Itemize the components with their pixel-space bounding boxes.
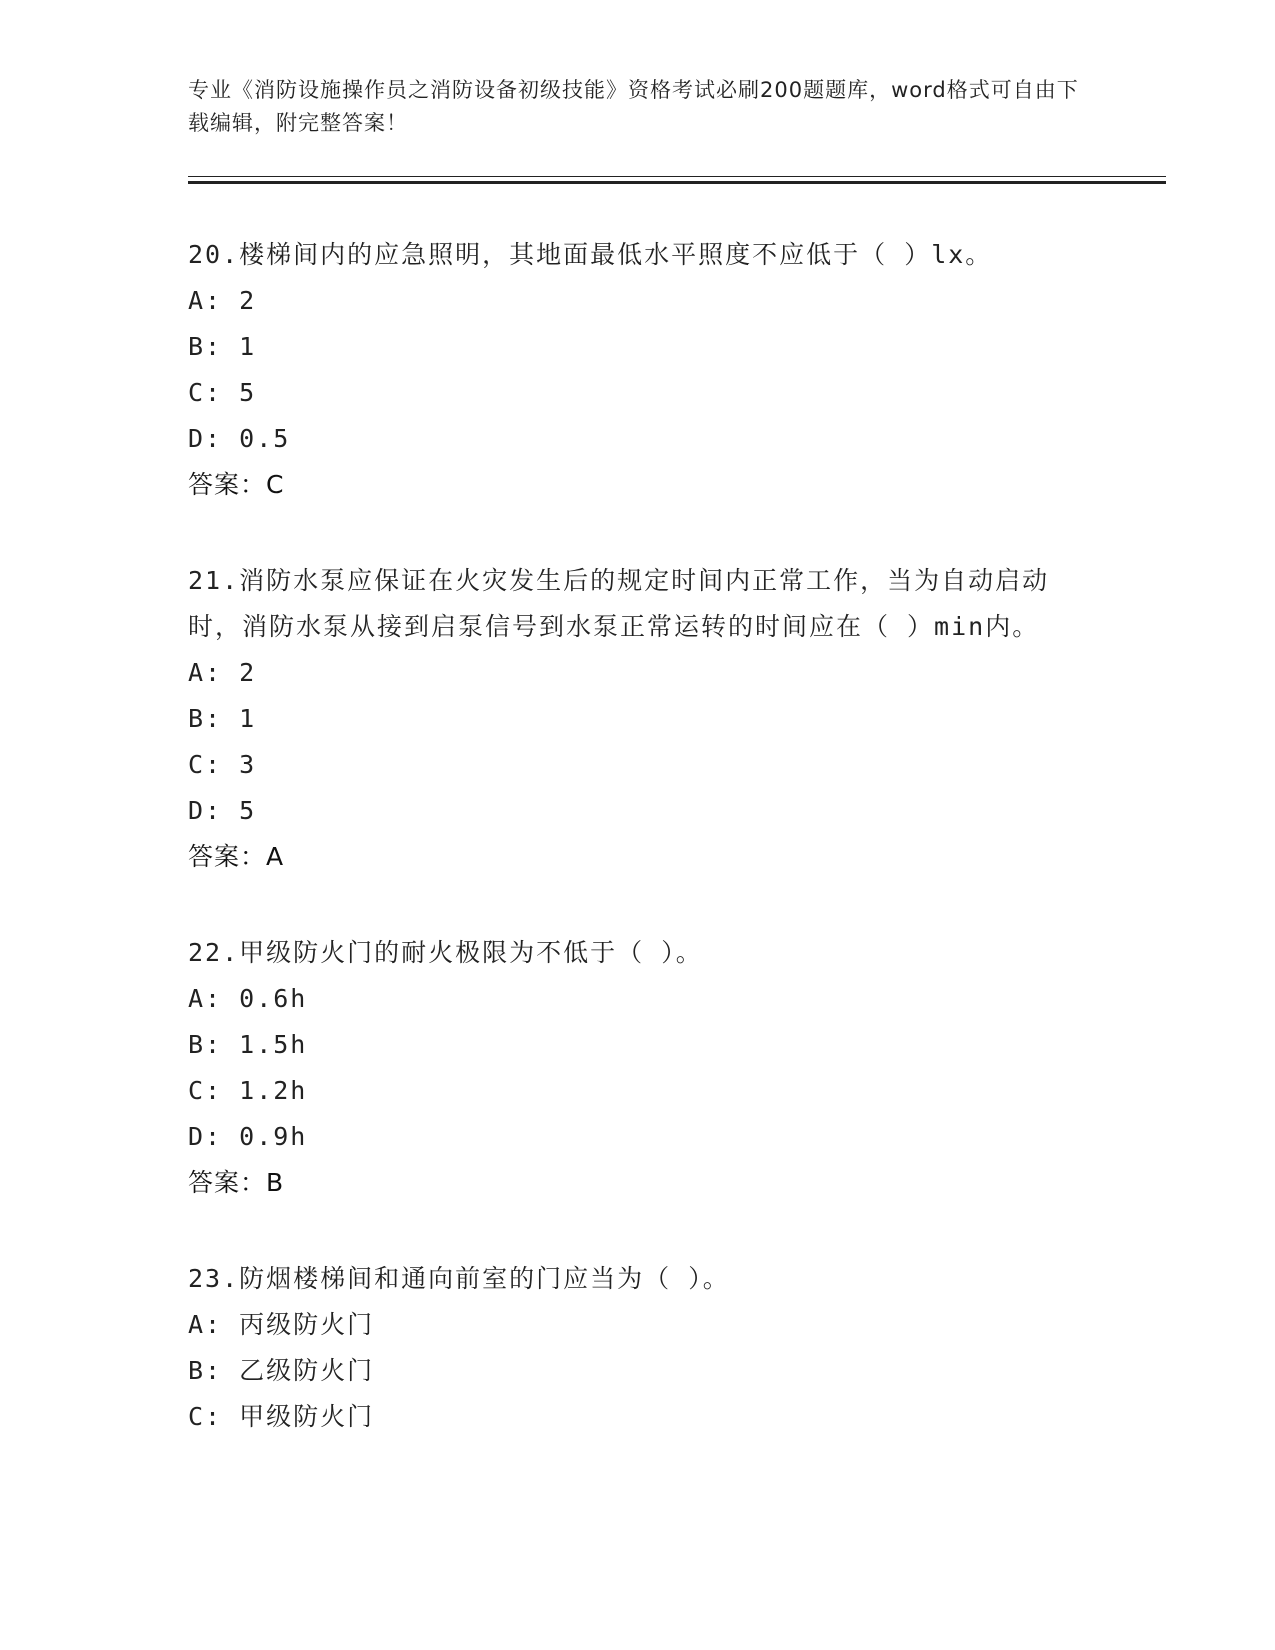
answer-line: 答案：B <box>188 1168 285 1197</box>
question-21 <box>188 558 1088 880</box>
question-stem: 22.甲级防火门的耐火极限为不低于（ ）。 <box>188 938 703 967</box>
question-stem: 21.消防水泵应保证在火灾发生后的规定时间内正常工作，当为自动启动时，消防水泵从接到启泵信号到水泵正常运转的时间应在（ ）min内。 <box>188 566 1050 641</box>
option-a: A: 丙级防火门 <box>188 1310 375 1339</box>
question-list <box>188 232 1088 1490</box>
option-c: C: 甲级防火门 <box>188 1402 375 1431</box>
option-b: B: 1.5h <box>188 1030 308 1059</box>
option-b: B: 乙级防火门 <box>188 1356 375 1385</box>
option-a: A: 0.6h <box>188 984 308 1013</box>
option-a: A: 2 <box>188 658 257 687</box>
option-b: B: 1 <box>188 704 257 733</box>
question-stem: 20.楼梯间内的应急照明，其地面最低水平照度不应低于（ ）lx。 <box>188 240 993 269</box>
option-a: A: 2 <box>188 286 257 315</box>
question-stem: 23.防烟楼梯间和通向前室的门应当为（ ）。 <box>188 1264 730 1293</box>
option-c: C: 1.2h <box>188 1076 308 1105</box>
option-b: B: 1 <box>188 332 257 361</box>
option-d: D: 0.5 <box>188 424 291 453</box>
option-c: C: 3 <box>188 750 257 779</box>
header-divider-thin <box>188 176 1166 177</box>
option-d: D: 0.9h <box>188 1122 308 1151</box>
question-22 <box>188 930 1088 1206</box>
document-header: 专业《消防设施操作员之消防设备初级技能》资格考试必刷200题题库，word格式可自由下载编辑，附完整答案！ <box>188 78 1079 135</box>
option-c: C: 5 <box>188 378 257 407</box>
header-divider-thick <box>188 181 1166 184</box>
answer-line: 答案：C <box>188 470 285 499</box>
answer-line: 答案：A <box>188 842 285 871</box>
question-20 <box>188 232 1088 508</box>
option-d: D: 5 <box>188 796 257 825</box>
question-23 <box>188 1256 1088 1440</box>
